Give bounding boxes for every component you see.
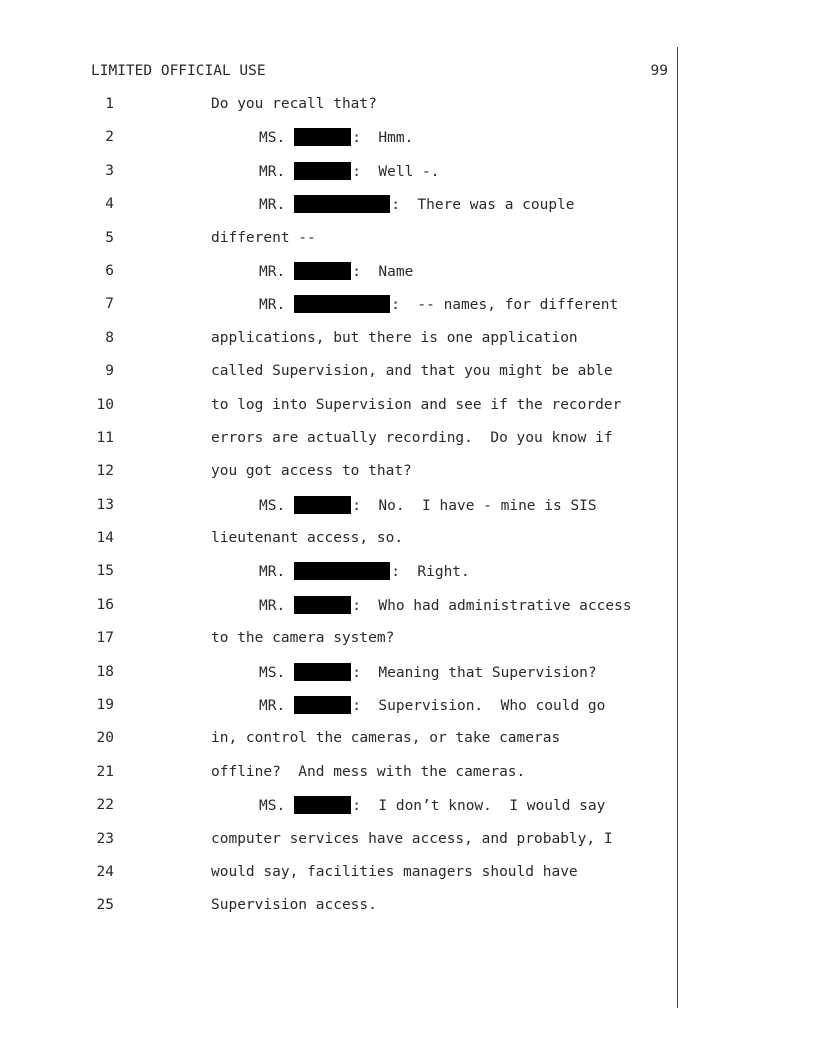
transcript-line xyxy=(0,162,816,195)
line-text: : Meaning that Supervision? xyxy=(352,664,597,681)
speaker-title: MR. xyxy=(259,163,286,180)
transcript-line xyxy=(0,763,816,796)
speaker-line xyxy=(259,496,597,515)
redaction-box xyxy=(294,162,351,180)
line-number: 9 xyxy=(105,363,114,380)
speaker-title: MR. xyxy=(259,197,286,214)
transcript-line xyxy=(0,729,816,762)
line-number: 6 xyxy=(105,262,114,279)
line-number: 24 xyxy=(96,863,114,880)
redaction-box xyxy=(294,262,351,280)
line-text: : Who had administrative access xyxy=(352,597,632,614)
line-number: 13 xyxy=(96,496,114,513)
speaker-line xyxy=(259,195,575,214)
line-text: Supervision access. xyxy=(211,897,377,914)
transcript-body xyxy=(0,95,816,930)
speaker-line xyxy=(259,128,413,147)
line-number: 4 xyxy=(105,196,114,213)
line-text: : Right. xyxy=(391,564,470,581)
line-number: 18 xyxy=(96,663,114,680)
transcript-line xyxy=(0,295,816,328)
line-number: 17 xyxy=(96,630,114,647)
line-text: : Supervision. Who could go xyxy=(352,698,606,715)
line-number: 23 xyxy=(96,830,114,847)
line-number: 21 xyxy=(96,763,114,780)
redaction-box xyxy=(294,663,351,681)
transcript-line xyxy=(0,830,816,863)
line-text: called Supervision, and that you might be able xyxy=(211,363,613,380)
transcript-line xyxy=(0,796,816,829)
line-text: errors are actually recording. Do you know if xyxy=(211,429,613,446)
transcript-line xyxy=(0,95,816,128)
line-text: would say, facilities managers should have xyxy=(211,863,578,880)
line-text: applications, but there is one application xyxy=(211,329,578,346)
line-text: : -- names, for different xyxy=(391,297,619,314)
line-text: : I don’t know. I would say xyxy=(352,798,606,815)
line-number: 14 xyxy=(96,530,114,547)
speaker-title: MR. xyxy=(259,597,286,614)
transcript-line xyxy=(0,529,816,562)
transcript-line xyxy=(0,663,816,696)
speaker-line xyxy=(259,295,618,314)
speaker-title: MS. xyxy=(259,130,286,147)
line-number: 16 xyxy=(96,596,114,613)
line-number: 3 xyxy=(105,162,114,179)
line-number: 5 xyxy=(105,229,114,246)
line-text: in, control the cameras, or take cameras xyxy=(211,730,561,747)
speaker-title: MR. xyxy=(259,564,286,581)
speaker-title: MR. xyxy=(259,263,286,280)
speaker-line xyxy=(259,162,440,181)
line-number: 20 xyxy=(96,730,114,747)
speaker-line xyxy=(259,562,470,581)
line-number: 8 xyxy=(105,329,114,346)
speaker-line xyxy=(259,596,632,615)
line-number: 10 xyxy=(96,396,114,413)
transcript-line xyxy=(0,863,816,896)
transcript-line xyxy=(0,462,816,495)
transcript-line xyxy=(0,195,816,228)
redaction-box xyxy=(294,295,390,313)
redaction-box xyxy=(294,128,351,146)
line-number: 11 xyxy=(96,429,114,446)
transcript-line xyxy=(0,629,816,662)
line-text: : No. I have - mine is SIS xyxy=(352,497,597,514)
line-number: 15 xyxy=(96,563,114,580)
transcript-line xyxy=(0,128,816,161)
line-text: : Well -. xyxy=(352,163,440,180)
redaction-box xyxy=(294,195,390,213)
line-number: 19 xyxy=(96,697,114,714)
line-text: lieutenant access, so. xyxy=(211,530,404,547)
transcript-line xyxy=(0,329,816,362)
speaker-title: MR. xyxy=(259,698,286,715)
speaker-line xyxy=(259,663,597,682)
page-number: 99 xyxy=(650,63,668,79)
transcript-line xyxy=(0,596,816,629)
redaction-box xyxy=(294,596,351,614)
line-text: computer services have access, and probably, I xyxy=(211,830,613,847)
line-number: 25 xyxy=(96,897,114,914)
line-text: different -- xyxy=(211,229,316,246)
transcript-line xyxy=(0,362,816,395)
redaction-box xyxy=(294,696,351,714)
transcript-line xyxy=(0,496,816,529)
transcript-line xyxy=(0,229,816,262)
line-text: : There was a couple xyxy=(391,197,575,214)
line-number: 1 xyxy=(105,96,114,112)
speaker-title: MS. xyxy=(259,497,286,514)
speaker-title: MS. xyxy=(259,664,286,681)
transcript-line xyxy=(0,896,816,929)
transcript-line xyxy=(0,396,816,429)
speaker-line xyxy=(259,796,605,815)
line-text: : Hmm. xyxy=(352,130,414,147)
line-text: to the camera system? xyxy=(211,630,395,647)
speaker-title: MR. xyxy=(259,297,286,314)
line-number: 2 xyxy=(105,129,114,146)
transcript-line xyxy=(0,262,816,295)
line-text: to log into Supervision and see if the recorder xyxy=(211,396,622,413)
line-number: 12 xyxy=(96,463,114,480)
redaction-box xyxy=(294,562,390,580)
line-number: 7 xyxy=(105,296,114,313)
speaker-line xyxy=(259,262,413,281)
classification-header: LIMITED OFFICIAL USE xyxy=(91,63,266,79)
speaker-title: MS. xyxy=(259,798,286,815)
transcript-line xyxy=(0,429,816,462)
line-text: : Name xyxy=(352,263,414,280)
transcript-line xyxy=(0,696,816,729)
redaction-box xyxy=(294,796,351,814)
transcript-line xyxy=(0,562,816,595)
line-number: 22 xyxy=(96,797,114,814)
redaction-box xyxy=(294,496,351,514)
line-text: offline? And mess with the cameras. xyxy=(211,763,526,780)
line-text: Do you recall that? xyxy=(211,96,377,112)
speaker-line xyxy=(259,696,605,715)
line-text: you got access to that? xyxy=(211,463,412,480)
